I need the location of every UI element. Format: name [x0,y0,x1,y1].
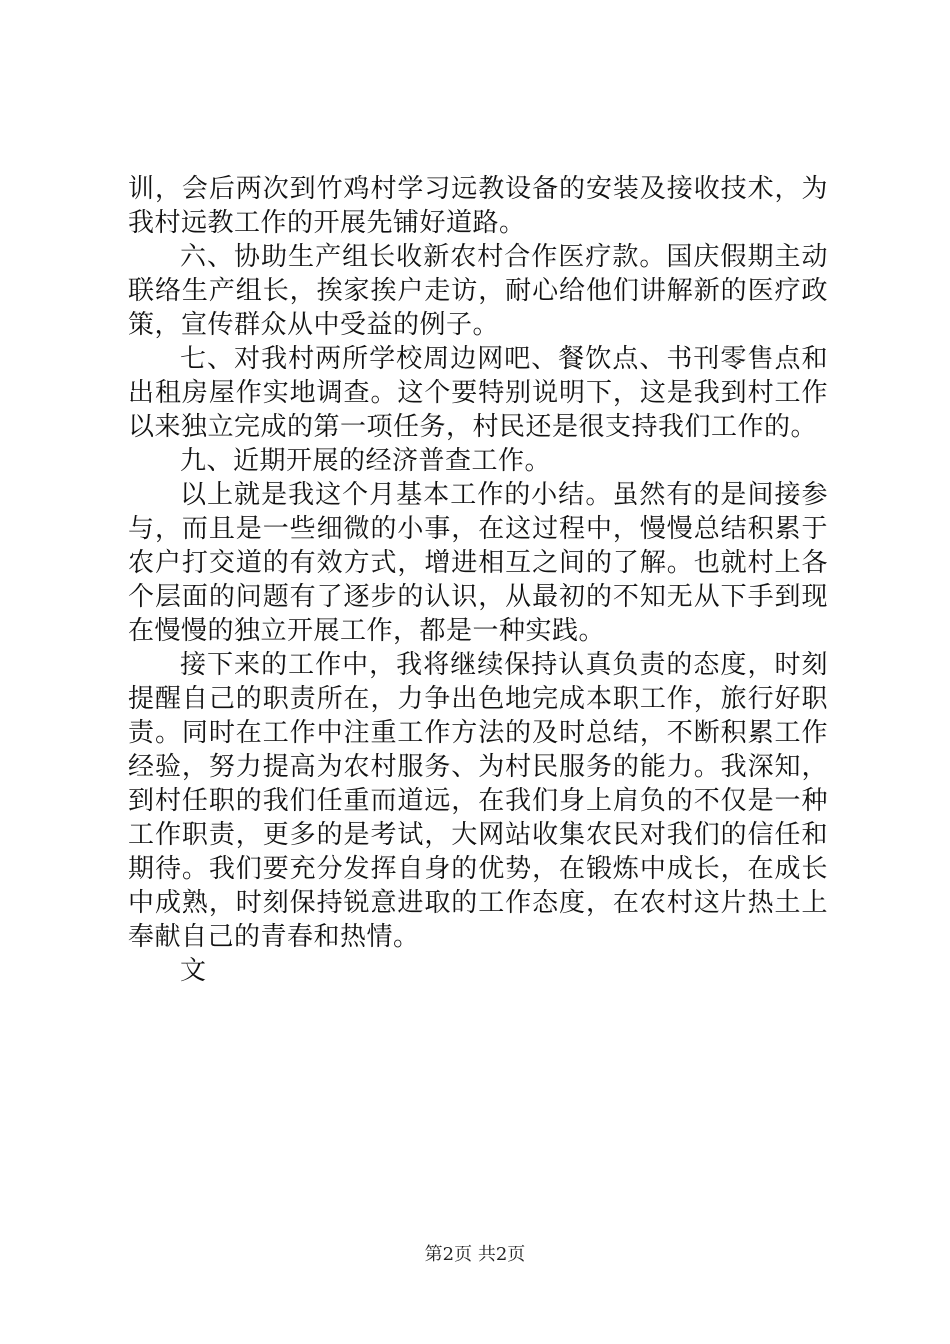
paragraph-continuation: 训，会后两次到竹鸡村学习远教设备的安装及接收技术，为我村远教工作的开展先铺好道路。 [128,174,828,238]
paragraph-next-steps: 接下来的工作中，我将继续保持认真负责的态度，时刻提醒自己的职责所在，力争出色地完成本职工作，旅行好职责。同时在工作中注重工作方法的及时总结，不断积累工作经验，努力提高为农村服务、为村民服务的能力。我深知，到村任职的我们任重而道远，在我们身上肩负的不仅是一种工作职责，更多的是考试，大网站收集农民对我们的信任和期待。我们要充分发挥自身的优势，在锻炼中成长，在成长中成熟，时刻保持锐意进取的工作态度，在农村这片热土上奉献自己的青春和热情。 [128,650,828,952]
paragraph-item-seven: 七、对我村两所学校周边网吧、餐饮点、书刊零售点和出租房屋作实地调查。这个要特别说明下，这是我到村工作以来独立完成的第一项任务，村民还是很支持我们工作的。 [128,344,828,442]
paragraph-summary: 以上就是我这个月基本工作的小结。虽然有的是间接参与，而且是一些细微的小事，在这过程中，慢慢总结积累于农户打交道的有效方式，增进相互之间的了解。也就村上各个层面的问题有了逐步的认识，从最初的不知无从下手到现在慢慢的独立开展工作，都是一种实践。 [128,480,828,646]
paragraph-item-six: 六、协助生产组长收新农村合作医疗款。国庆假期主动联络生产组长，挨家挨户走访，耐心给他们讲解新的医疗政策，宣传群众从中受益的例子。 [128,242,828,340]
paragraph-trailing: 文 [180,956,207,986]
page-footer: 第2页 共2页 [424,1244,526,1265]
document-body [128,172,828,988]
paragraph-item-nine: 九、近期开展的经济普查工作。 [180,446,552,476]
